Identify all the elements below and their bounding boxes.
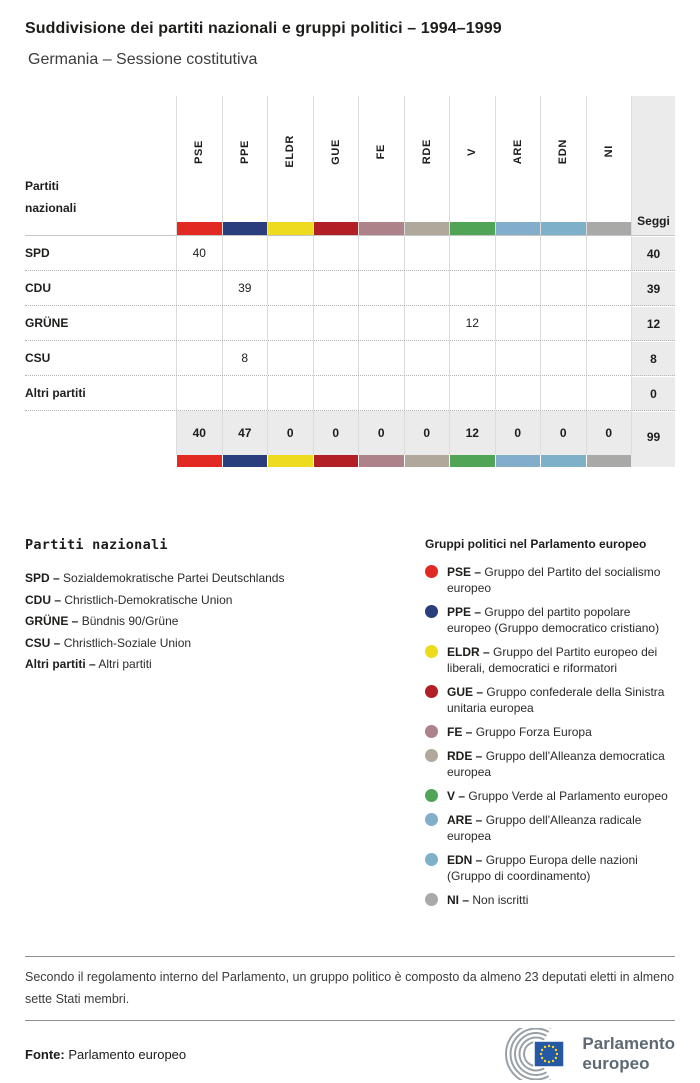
legend-group-item bbox=[425, 644, 675, 676]
column-label: ARE bbox=[511, 138, 524, 165]
group-color-dot bbox=[425, 725, 438, 738]
row-label: GRÜNE bbox=[25, 316, 69, 330]
column-color-bar bbox=[313, 455, 359, 467]
row-label: CDU bbox=[25, 281, 51, 295]
party-code: GRÜNE – bbox=[25, 614, 79, 628]
legend-group-item bbox=[425, 748, 675, 780]
party-name: Christlich-Demokratische Union bbox=[64, 592, 233, 607]
column-header-are bbox=[495, 96, 541, 235]
party-code: CSU – bbox=[25, 635, 61, 650]
column-header-edn bbox=[540, 96, 586, 235]
party-code: SPD – bbox=[25, 571, 60, 585]
column-label: PPE bbox=[238, 139, 251, 164]
cell-value bbox=[449, 236, 495, 270]
seats-value: 0 bbox=[631, 376, 675, 410]
cell-value: 8 bbox=[222, 341, 268, 375]
group-code: GUE – bbox=[447, 685, 484, 699]
table-totals-row bbox=[25, 411, 675, 455]
party-name: Bündnis 90/Grüne bbox=[81, 614, 179, 628]
group-description bbox=[447, 892, 671, 908]
column-label: PSE bbox=[193, 139, 206, 164]
legend-group-item bbox=[425, 684, 675, 716]
cell-value bbox=[222, 236, 268, 270]
seats-header-cell bbox=[631, 96, 675, 235]
column-header-ppe bbox=[222, 96, 268, 235]
group-name: Gruppo del Partito del socialismo europeo bbox=[447, 565, 661, 595]
column-header-eldr bbox=[267, 96, 313, 235]
total-value: 0 bbox=[495, 411, 541, 455]
group-code: PPE – bbox=[447, 605, 482, 619]
legend-group-item bbox=[425, 724, 675, 740]
column-color-bar bbox=[222, 455, 268, 467]
cell-value bbox=[540, 271, 586, 305]
group-name: Gruppo dell'Alleanza democratica europea bbox=[447, 749, 665, 779]
seats-value: 39 bbox=[631, 271, 675, 305]
cell-value bbox=[404, 306, 450, 340]
group-description bbox=[447, 564, 671, 596]
legend-party-item bbox=[25, 568, 425, 590]
group-color-dot bbox=[425, 789, 438, 802]
legend-group-item bbox=[425, 788, 675, 804]
cell-value bbox=[449, 341, 495, 375]
column-color-bar bbox=[404, 455, 450, 467]
cell-value bbox=[313, 271, 359, 305]
total-value: 40 bbox=[176, 411, 222, 455]
column-color-bar bbox=[177, 222, 222, 235]
legends-section bbox=[25, 537, 675, 916]
group-name: Gruppo del Partito europeo dei liberali, democratici e riformatori bbox=[447, 645, 658, 675]
cell-value bbox=[358, 236, 404, 270]
group-name: Non iscritti bbox=[472, 893, 529, 907]
party-code: Altri partiti – bbox=[25, 657, 96, 671]
group-color-dot bbox=[425, 813, 438, 826]
party-code: CDU – bbox=[25, 592, 62, 607]
logo-line1: Parlamento bbox=[582, 1034, 675, 1053]
cell-value bbox=[176, 376, 222, 410]
column-color-bar bbox=[496, 222, 541, 235]
cell-value bbox=[495, 236, 541, 270]
cell-value bbox=[176, 271, 222, 305]
cell-value bbox=[176, 306, 222, 340]
column-label: FE bbox=[375, 143, 388, 160]
cell-value bbox=[267, 236, 313, 270]
column-color-bar bbox=[223, 222, 268, 235]
cell-value bbox=[358, 341, 404, 375]
group-code: EDN – bbox=[447, 853, 483, 867]
column-label: V bbox=[466, 147, 479, 156]
cell-value bbox=[222, 376, 268, 410]
row-header-cell bbox=[25, 96, 176, 235]
cell-value bbox=[404, 271, 450, 305]
row-label: CSU bbox=[25, 351, 51, 365]
column-color-bar bbox=[314, 222, 359, 235]
table-row-cdu bbox=[25, 271, 675, 306]
group-color-dot bbox=[425, 565, 438, 578]
cell-value bbox=[540, 341, 586, 375]
party-name: Christlich-Soziale Union bbox=[63, 635, 192, 650]
group-code: PSE – bbox=[447, 565, 482, 579]
cell-value: 12 bbox=[449, 306, 495, 340]
cell-value bbox=[495, 376, 541, 410]
cell-value bbox=[358, 376, 404, 410]
column-label: GUE bbox=[329, 138, 342, 165]
cell-value bbox=[358, 306, 404, 340]
party-name: Sozialdemokratische Partei Deutschlands bbox=[63, 571, 285, 585]
column-color-bar bbox=[586, 455, 632, 467]
column-label: EDN bbox=[557, 138, 570, 165]
column-header-v bbox=[449, 96, 495, 235]
total-value: 47 bbox=[222, 411, 268, 455]
cell-value bbox=[313, 236, 359, 270]
group-name: Gruppo dell'Alleanza radicale europea bbox=[447, 813, 642, 843]
table-row-spd bbox=[25, 236, 675, 271]
column-color-bar bbox=[449, 455, 495, 467]
cell-value bbox=[586, 341, 632, 375]
cell-value bbox=[586, 376, 632, 410]
cell-value bbox=[495, 341, 541, 375]
total-value: 0 bbox=[358, 411, 404, 455]
column-color-bar bbox=[495, 455, 541, 467]
total-value: 0 bbox=[313, 411, 359, 455]
group-color-dot bbox=[425, 645, 438, 658]
column-header-gue bbox=[313, 96, 359, 235]
seats-value: 8 bbox=[631, 341, 675, 375]
group-description bbox=[447, 604, 671, 636]
total-value: 0 bbox=[267, 411, 313, 455]
group-description bbox=[447, 644, 671, 676]
footer-row bbox=[25, 1025, 675, 1083]
totals-label-cell bbox=[25, 411, 176, 455]
row-header-label: Partiti nazionali bbox=[25, 178, 77, 215]
cell-value: 39 bbox=[222, 271, 268, 305]
logo-wordmark bbox=[582, 1034, 675, 1074]
footnote-text: Secondo il regolamento interno del Parlamento, un gruppo politico è composto da almeno 23 deputati eletti in almeno sette Stati membri. bbox=[25, 970, 675, 1006]
footnote-section bbox=[25, 956, 675, 1021]
legend-group-item bbox=[425, 564, 675, 596]
group-description bbox=[447, 748, 671, 780]
cell-value bbox=[404, 236, 450, 270]
page-title: Suddivisione dei partiti nazionali e gruppi politici – 1994–1999 bbox=[25, 20, 502, 37]
total-value: 0 bbox=[404, 411, 450, 455]
legend-party-item bbox=[25, 633, 425, 655]
group-code: NI – bbox=[447, 893, 470, 907]
group-name: Gruppo del partito popolare europeo (Gruppo democratico cristiano) bbox=[447, 605, 660, 635]
cell-value bbox=[358, 271, 404, 305]
group-description bbox=[447, 724, 671, 740]
cell-value bbox=[313, 306, 359, 340]
cell-value bbox=[449, 376, 495, 410]
group-description bbox=[447, 684, 671, 716]
cell-value bbox=[267, 271, 313, 305]
cell-value bbox=[449, 271, 495, 305]
column-color-bar bbox=[541, 222, 586, 235]
cell-value bbox=[267, 376, 313, 410]
hemicycle-flag-icon bbox=[494, 1028, 572, 1080]
source-label: Fonte: bbox=[25, 1046, 65, 1062]
cell-value bbox=[540, 376, 586, 410]
legend-parties-heading: Partiti nazionali bbox=[25, 537, 168, 553]
column-header-ni bbox=[586, 96, 632, 235]
column-color-bar bbox=[358, 455, 404, 467]
table-row-grune bbox=[25, 306, 675, 341]
cell-value bbox=[495, 306, 541, 340]
column-color-bar bbox=[540, 455, 586, 467]
table-row-altri-partiti bbox=[25, 376, 675, 411]
cell-value bbox=[404, 376, 450, 410]
group-code: FE – bbox=[447, 725, 473, 739]
bar-row-spacer-left bbox=[25, 455, 176, 467]
seats-value: 40 bbox=[631, 236, 675, 270]
legend-national-parties bbox=[25, 537, 425, 916]
cell-value bbox=[222, 306, 268, 340]
row-label: Altri partiti bbox=[25, 386, 86, 400]
european-parliament-logo bbox=[494, 1028, 675, 1080]
cell-value bbox=[540, 236, 586, 270]
group-description bbox=[447, 788, 671, 804]
group-color-dot bbox=[425, 685, 438, 698]
cell-value bbox=[586, 306, 632, 340]
total-value: 0 bbox=[540, 411, 586, 455]
bar-row-spacer-right bbox=[631, 455, 675, 467]
group-name: Gruppo confederale della Sinistra unitaria europea bbox=[447, 685, 665, 715]
column-color-bar bbox=[359, 222, 404, 235]
column-color-bar bbox=[176, 455, 222, 467]
cell-value bbox=[313, 376, 359, 410]
legend-party-item bbox=[25, 654, 425, 676]
column-label: ELDR bbox=[284, 135, 297, 168]
cell-value bbox=[313, 341, 359, 375]
cell-value bbox=[540, 306, 586, 340]
group-description bbox=[447, 812, 671, 844]
group-color-dot bbox=[425, 605, 438, 618]
group-name: Gruppo Forza Europa bbox=[475, 725, 592, 739]
column-color-bar bbox=[267, 455, 313, 467]
column-header-fe bbox=[358, 96, 404, 235]
logo-line2: europeo bbox=[582, 1054, 650, 1073]
cell-value bbox=[495, 271, 541, 305]
column-color-bar bbox=[587, 222, 632, 235]
table-row-csu bbox=[25, 341, 675, 376]
total-value: 0 bbox=[586, 411, 632, 455]
seats-total-value: 99 bbox=[631, 411, 675, 455]
seats-header-label: Seggi bbox=[637, 214, 670, 228]
legend-group-item bbox=[425, 604, 675, 636]
group-color-dot bbox=[425, 853, 438, 866]
group-code: ARE – bbox=[447, 813, 483, 827]
legend-groups-heading: Gruppi politici nel Parlamento europeo bbox=[425, 537, 647, 551]
legend-party-item bbox=[25, 590, 425, 612]
cell-value bbox=[267, 341, 313, 375]
group-name: Gruppo Europa delle nazioni (Gruppo di coordinamento) bbox=[447, 853, 638, 883]
cell-value bbox=[586, 271, 632, 305]
group-name: Gruppo Verde al Parlamento europeo bbox=[468, 789, 668, 803]
table-header-row bbox=[25, 96, 675, 236]
row-label: SPD bbox=[25, 246, 50, 260]
legend-group-item bbox=[425, 892, 675, 908]
column-header-rde bbox=[404, 96, 450, 235]
column-color-bar bbox=[405, 222, 450, 235]
group-color-dot bbox=[425, 893, 438, 906]
source-value: Parlamento europeo bbox=[68, 1046, 187, 1062]
group-description bbox=[447, 852, 671, 884]
seats-table bbox=[25, 96, 675, 467]
cell-value bbox=[586, 236, 632, 270]
column-color-bar bbox=[450, 222, 495, 235]
cell-value bbox=[176, 341, 222, 375]
legend-party-item bbox=[25, 611, 425, 633]
legend-group-item bbox=[425, 852, 675, 884]
cell-value bbox=[267, 306, 313, 340]
column-color-bar bbox=[268, 222, 313, 235]
group-color-dot bbox=[425, 749, 438, 762]
page-subtitle: Germania – Sessione costitutiva bbox=[28, 51, 258, 68]
column-label: RDE bbox=[420, 138, 433, 165]
group-code: ELDR – bbox=[447, 645, 490, 659]
party-name: Altri partiti bbox=[98, 657, 152, 671]
legend-political-groups bbox=[425, 537, 675, 916]
seats-value: 12 bbox=[631, 306, 675, 340]
column-label: NI bbox=[602, 145, 615, 158]
cell-value bbox=[404, 341, 450, 375]
legend-group-item bbox=[425, 812, 675, 844]
source-line bbox=[25, 1047, 186, 1062]
group-code: RDE – bbox=[447, 749, 483, 763]
group-code: V – bbox=[447, 789, 466, 803]
cell-value: 40 bbox=[176, 236, 222, 270]
table-bottom-color-bars bbox=[25, 455, 675, 467]
total-value: 12 bbox=[449, 411, 495, 455]
column-header-pse bbox=[176, 96, 222, 235]
